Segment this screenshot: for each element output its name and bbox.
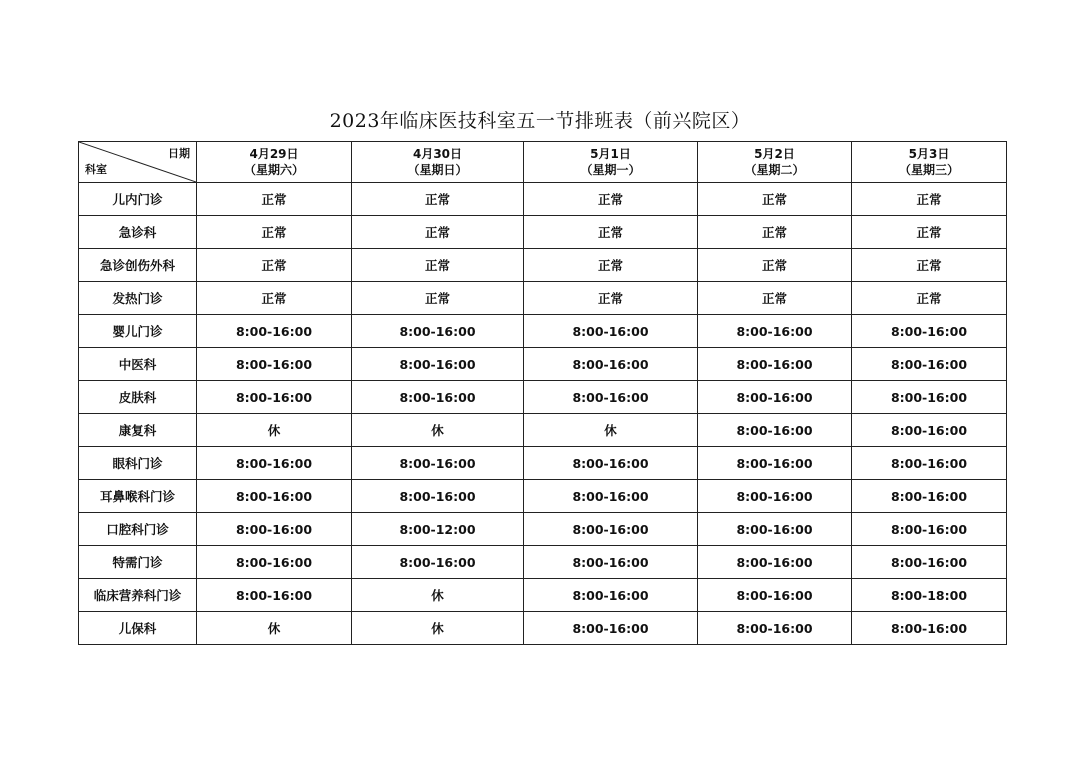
schedule-cell: 8:00-16:00: [524, 315, 698, 348]
schedule-cell: 8:00-16:00: [352, 480, 524, 513]
schedule-cell: 正常: [852, 249, 1007, 282]
table-row: [79, 315, 1007, 348]
schedule-cell: 正常: [352, 183, 524, 216]
day-date: 4月30日: [412, 147, 463, 161]
schedule-cell: 8:00-16:00: [852, 513, 1007, 546]
date-axis-label: 日期: [168, 147, 190, 160]
day-date: 4月29日: [249, 147, 299, 161]
schedule-cell: 8:00-16:00: [852, 612, 1007, 645]
schedule-cell: 8:00-16:00: [197, 579, 352, 612]
department-cell: 急诊创伤外科: [79, 249, 197, 282]
department-cell: 眼科门诊: [79, 447, 197, 480]
department-cell: 婴儿门诊: [79, 315, 197, 348]
department-cell: 儿保科: [79, 612, 197, 645]
department-cell: 中医科: [79, 348, 197, 381]
day-header: [852, 142, 1007, 183]
page-title: 2023年临床医技科室五一节排班表（前兴院区）: [329, 110, 751, 132]
schedule-cell: 休: [197, 612, 352, 645]
schedule-cell: 8:00-16:00: [852, 414, 1007, 447]
schedule-cell: 8:00-16:00: [352, 315, 524, 348]
schedule-cell: 8:00-16:00: [852, 381, 1007, 414]
schedule-cell: 正常: [698, 183, 852, 216]
schedule-cell: 8:00-16:00: [352, 546, 524, 579]
schedule-cell: 8:00-16:00: [698, 381, 852, 414]
schedule-cell: 8:00-16:00: [197, 381, 352, 414]
schedule-cell: 8:00-16:00: [852, 447, 1007, 480]
table-row: [79, 579, 1007, 612]
schedule-cell: 8:00-16:00: [197, 447, 352, 480]
schedule-cell: 8:00-18:00: [852, 579, 1007, 612]
day-weekday: （星期二）: [744, 163, 805, 177]
table-row: [79, 183, 1007, 216]
table-row: [79, 414, 1007, 447]
schedule-cell: 8:00-16:00: [524, 546, 698, 579]
table-row: [79, 447, 1007, 480]
schedule-cell: 8:00-16:00: [698, 546, 852, 579]
department-cell: 临床营养科门诊: [79, 579, 197, 612]
department-cell: 皮肤科: [79, 381, 197, 414]
department-cell: 儿内门诊: [79, 183, 197, 216]
schedule-cell: 8:00-16:00: [524, 381, 698, 414]
day-header: [524, 142, 698, 183]
schedule-cell: 休: [524, 414, 698, 447]
table-row: [79, 249, 1007, 282]
table-row: [79, 381, 1007, 414]
department-cell: 康复科: [79, 414, 197, 447]
table-row: [79, 480, 1007, 513]
day-header: [197, 142, 352, 183]
corner-header-cell: [79, 142, 197, 183]
schedule-cell: 正常: [352, 249, 524, 282]
schedule-cell: 正常: [852, 183, 1007, 216]
schedule-cell: 休: [352, 612, 524, 645]
schedule-cell: 8:00-12:00: [352, 513, 524, 546]
schedule-cell: 8:00-16:00: [352, 447, 524, 480]
schedule-cell: 正常: [852, 216, 1007, 249]
table-row: [79, 546, 1007, 579]
schedule-cell: 8:00-16:00: [698, 612, 852, 645]
schedule-cell: 正常: [197, 249, 352, 282]
table-row: [79, 612, 1007, 645]
schedule-cell: 正常: [698, 216, 852, 249]
day-header: [352, 142, 524, 183]
schedule-cell: 正常: [197, 183, 352, 216]
schedule-cell: 8:00-16:00: [197, 480, 352, 513]
schedule-cell: 休: [352, 414, 524, 447]
day-weekday: （星期日）: [407, 163, 468, 177]
schedule-cell: 正常: [852, 282, 1007, 315]
schedule-cell: 8:00-16:00: [698, 348, 852, 381]
schedule-cell: 8:00-16:00: [197, 348, 352, 381]
day-date: 5月1日: [590, 147, 631, 161]
schedule-table: [78, 141, 1007, 645]
schedule-cell: 8:00-16:00: [197, 546, 352, 579]
schedule-cell: 8:00-16:00: [698, 480, 852, 513]
table-row: [79, 216, 1007, 249]
schedule-cell: 正常: [524, 216, 698, 249]
schedule-cell: 正常: [352, 282, 524, 315]
day-header: [698, 142, 852, 183]
schedule-cell: 8:00-16:00: [852, 315, 1007, 348]
day-weekday: （星期六）: [243, 163, 304, 177]
department-cell: 发热门诊: [79, 282, 197, 315]
schedule-cell: 8:00-16:00: [197, 513, 352, 546]
day-date: 5月3日: [908, 147, 950, 161]
schedule-cell: 8:00-16:00: [352, 381, 524, 414]
schedule-cell: 8:00-16:00: [698, 513, 852, 546]
schedule-cell: 8:00-16:00: [352, 348, 524, 381]
department-cell: 急诊科: [79, 216, 197, 249]
department-cell: 口腔科门诊: [79, 513, 197, 546]
department-axis-label: 科室: [85, 163, 107, 176]
schedule-cell: 休: [352, 579, 524, 612]
table-row: [79, 348, 1007, 381]
day-weekday: （星期三）: [898, 163, 959, 177]
schedule-cell: 8:00-16:00: [524, 612, 698, 645]
schedule-cell: 8:00-16:00: [698, 315, 852, 348]
schedule-cell: 正常: [698, 282, 852, 315]
day-weekday: （星期一）: [580, 163, 641, 177]
schedule-cell: 休: [197, 414, 352, 447]
schedule-cell: 8:00-16:00: [197, 315, 352, 348]
schedule-cell: 8:00-16:00: [524, 480, 698, 513]
schedule-cell: 正常: [197, 216, 352, 249]
schedule-cell: 正常: [698, 249, 852, 282]
schedule-cell: 8:00-16:00: [698, 447, 852, 480]
schedule-cell: 8:00-16:00: [698, 579, 852, 612]
table-row: [79, 513, 1007, 546]
day-date: 5月2日: [754, 147, 795, 161]
schedule-cell: 正常: [524, 249, 698, 282]
department-cell: 特需门诊: [79, 546, 197, 579]
department-cell: 耳鼻喉科门诊: [79, 480, 197, 513]
header-row: [79, 142, 1007, 183]
table-row: [79, 282, 1007, 315]
schedule-cell: 8:00-16:00: [524, 447, 698, 480]
schedule-cell: 8:00-16:00: [524, 513, 698, 546]
schedule-cell: 8:00-16:00: [852, 480, 1007, 513]
schedule-cell: 正常: [524, 282, 698, 315]
schedule-cell: 正常: [197, 282, 352, 315]
schedule-body: [79, 183, 1007, 645]
schedule-cell: 8:00-16:00: [524, 348, 698, 381]
schedule-cell: 正常: [524, 183, 698, 216]
schedule-cell: 正常: [352, 216, 524, 249]
schedule-cell: 8:00-16:00: [524, 579, 698, 612]
schedule-cell: 8:00-16:00: [852, 546, 1007, 579]
schedule-cell: 8:00-16:00: [698, 414, 852, 447]
schedule-cell: 8:00-16:00: [852, 348, 1007, 381]
